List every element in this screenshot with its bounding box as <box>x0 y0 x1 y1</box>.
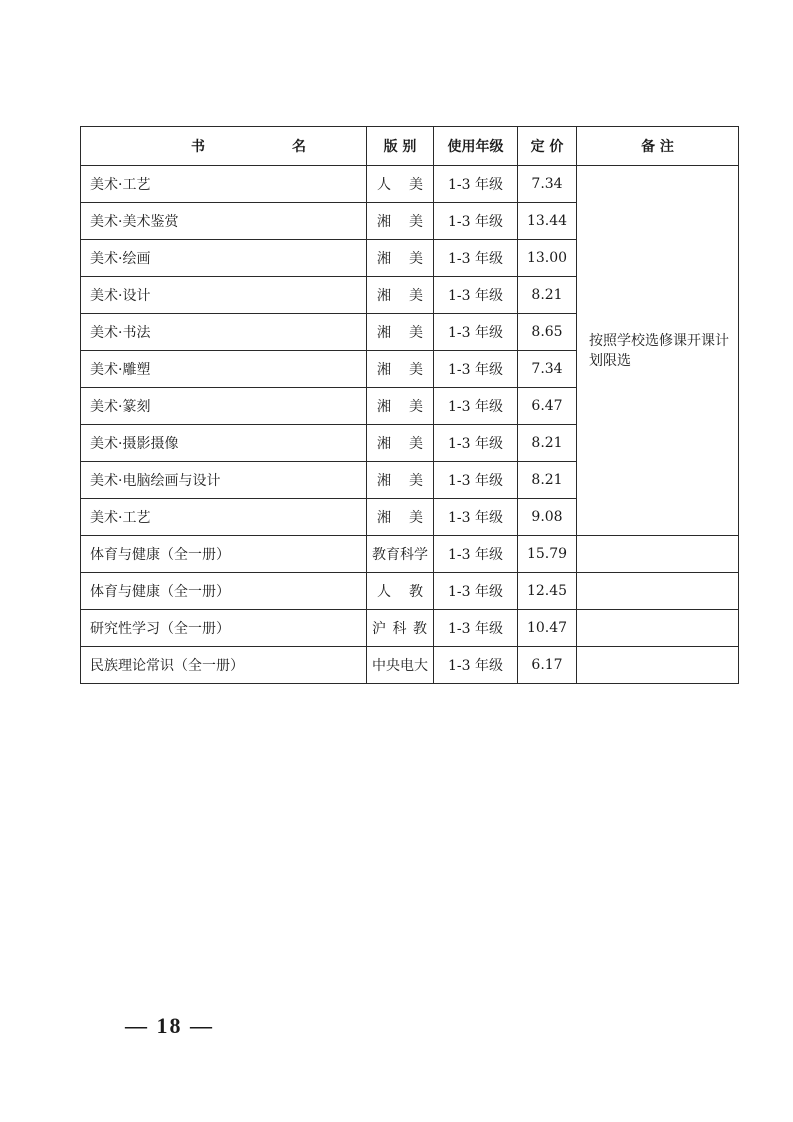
book-title: 美术·绘画 <box>81 240 367 277</box>
publisher-char: 美 <box>409 288 423 304</box>
book-price: 8.21 <box>518 462 577 499</box>
remark-cell <box>577 536 739 573</box>
publisher-char: 美 <box>409 473 423 489</box>
book-publisher <box>367 425 434 462</box>
book-grade: 1-3 年级 <box>434 425 518 462</box>
header-price: 定 价 <box>518 127 577 166</box>
publisher-char: 美 <box>409 436 423 452</box>
publisher-char: 湘 <box>377 251 391 267</box>
remark-cell <box>577 647 739 684</box>
header-title-char1: 书 <box>191 139 205 155</box>
book-publisher <box>367 166 434 203</box>
book-publisher <box>367 203 434 240</box>
book-title: 美术·工艺 <box>81 166 367 203</box>
remark-cell <box>577 610 739 647</box>
table-header-row <box>81 127 739 166</box>
book-grade: 1-3 年级 <box>434 388 518 425</box>
header-publisher: 版 别 <box>367 127 434 166</box>
publisher-char: 湘 <box>377 473 391 489</box>
book-grade: 1-3 年级 <box>434 166 518 203</box>
book-publisher <box>367 462 434 499</box>
remark-cell <box>577 573 739 610</box>
header-title <box>81 127 367 166</box>
publisher-char: 湘 <box>377 325 391 341</box>
book-title: 体育与健康（全一册） <box>81 536 367 573</box>
book-price: 10.47 <box>518 610 577 647</box>
publisher-char: 美 <box>409 214 423 230</box>
book-publisher <box>367 388 434 425</box>
book-title: 美术·美术鉴赏 <box>81 203 367 240</box>
book-publisher: 教育科学 <box>367 536 434 573</box>
textbook-table <box>80 126 739 684</box>
book-grade: 1-3 年级 <box>434 240 518 277</box>
book-publisher <box>367 351 434 388</box>
table-row <box>81 166 739 203</box>
publisher-char: 湘 <box>377 288 391 304</box>
book-title: 美术·摄影摄像 <box>81 425 367 462</box>
publisher-char: 湘 <box>377 399 391 415</box>
page-number: — 18 — <box>125 1013 214 1038</box>
book-grade: 1-3 年级 <box>434 314 518 351</box>
book-title: 体育与健康（全一册） <box>81 573 367 610</box>
book-price: 13.44 <box>518 203 577 240</box>
header-remarks: 备 注 <box>577 127 739 166</box>
publisher-char: 湘 <box>377 436 391 452</box>
book-title: 美术·设计 <box>81 277 367 314</box>
book-price: 8.65 <box>518 314 577 351</box>
table-row <box>81 610 739 647</box>
book-price: 6.17 <box>518 647 577 684</box>
book-price: 12.45 <box>518 573 577 610</box>
book-title: 美术·电脑绘画与设计 <box>81 462 367 499</box>
book-price: 7.34 <box>518 351 577 388</box>
publisher-char: 美 <box>409 325 423 341</box>
book-grade: 1-3 年级 <box>434 610 518 647</box>
publisher-char: 美 <box>409 510 423 526</box>
book-grade: 1-3 年级 <box>434 573 518 610</box>
book-publisher <box>367 499 434 536</box>
publisher-char: 美 <box>409 362 423 378</box>
book-title: 民族理论常识（全一册） <box>81 647 367 684</box>
table-row <box>81 647 739 684</box>
merged-remark: 按照学校选修课开课计划限选 <box>577 166 739 536</box>
book-price: 13.00 <box>518 240 577 277</box>
book-grade: 1-3 年级 <box>434 536 518 573</box>
publisher-char: 湘 <box>377 214 391 230</box>
table-row <box>81 573 739 610</box>
header-title-char2: 名 <box>292 139 306 155</box>
book-price: 8.21 <box>518 425 577 462</box>
book-publisher <box>367 277 434 314</box>
book-publisher <box>367 240 434 277</box>
publisher-char: 湘 <box>377 510 391 526</box>
book-title: 美术·雕塑 <box>81 351 367 388</box>
header-grade: 使用年级 <box>434 127 518 166</box>
publisher-char: 美 <box>409 177 423 193</box>
publisher-char: 人 <box>377 177 391 193</box>
book-price: 7.34 <box>518 166 577 203</box>
book-grade: 1-3 年级 <box>434 499 518 536</box>
table-row <box>81 536 739 573</box>
book-grade: 1-3 年级 <box>434 277 518 314</box>
book-grade: 1-3 年级 <box>434 203 518 240</box>
book-publisher: 沪 科 教 <box>367 610 434 647</box>
book-price: 15.79 <box>518 536 577 573</box>
book-price: 9.08 <box>518 499 577 536</box>
book-title: 美术·书法 <box>81 314 367 351</box>
book-publisher <box>367 314 434 351</box>
publisher-char: 教 <box>409 584 423 600</box>
publisher-char: 美 <box>409 399 423 415</box>
book-grade: 1-3 年级 <box>434 462 518 499</box>
publisher-char: 湘 <box>377 362 391 378</box>
book-title: 研究性学习（全一册） <box>81 610 367 647</box>
book-grade: 1-3 年级 <box>434 351 518 388</box>
book-publisher: 中央电大 <box>367 647 434 684</box>
book-title: 美术·工艺 <box>81 499 367 536</box>
book-price: 6.47 <box>518 388 577 425</box>
book-price: 8.21 <box>518 277 577 314</box>
book-publisher <box>367 573 434 610</box>
publisher-char: 美 <box>409 251 423 267</box>
book-grade: 1-3 年级 <box>434 647 518 684</box>
book-title: 美术·篆刻 <box>81 388 367 425</box>
publisher-char: 人 <box>377 584 391 600</box>
